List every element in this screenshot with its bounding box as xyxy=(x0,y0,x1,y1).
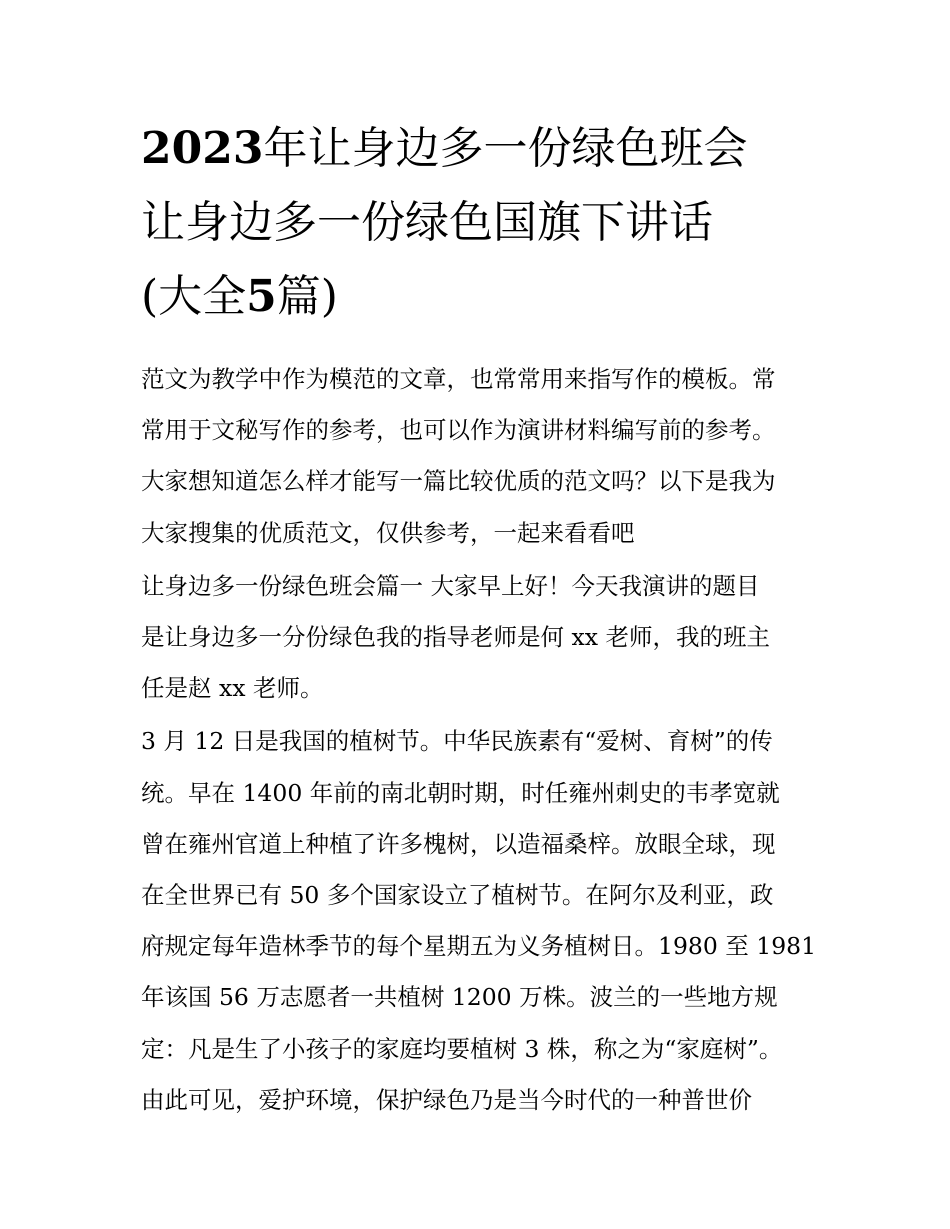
title-suffix: 篇) xyxy=(276,271,338,322)
text-line: 统。早在 1400 年前的南北朝时期，时任雍州刺史的韦孝宽就 xyxy=(141,778,780,807)
text-line: 任是赵 xx 老师。 xyxy=(141,674,324,703)
text-line: 常用于文秘写作的参考，也可以作为演讲材料编写前的参考。 xyxy=(141,416,776,445)
text-line: 范文为教学中作为模范的文章，也常常用来指写作的模板。常 xyxy=(141,365,776,393)
paragraph-arbor-day xyxy=(141,716,821,1126)
title-line xyxy=(141,112,821,186)
document-title xyxy=(141,112,821,334)
document-body xyxy=(141,354,821,1126)
title-count: 5 xyxy=(246,271,277,322)
title-text: 让身边多一份绿色国旗下讲话 xyxy=(141,197,713,248)
text-line: 让身边多一份绿色班会篇一 大家早上好！今天我演讲的题目 xyxy=(141,571,760,600)
document-page xyxy=(141,112,821,1126)
text-line: 府规定每年造林季节的每个星期五为义务植树日。1980 至 1981 xyxy=(141,932,817,961)
text-line: 年该国 56 万志愿者一共植树 1200 万株。波兰的一些地方规 xyxy=(141,983,778,1012)
text-line: 曾在雍州官道上种植了许多槐树，以造福桑梓。放眼全球，现 xyxy=(141,829,776,858)
title-line xyxy=(141,186,821,260)
paragraph-speech-opening xyxy=(141,561,821,715)
text-line: 3 月 12 日是我国的植树节。中华民族素有“爱树、育树”的传 xyxy=(141,727,773,756)
title-prefix: (大全 xyxy=(141,271,247,322)
title-line xyxy=(141,260,821,334)
text-line: 定：凡是生了小孩子的家庭均要植树 3 株，称之为“家庭树”。 xyxy=(141,1034,783,1063)
text-line: 在全世界已有 50 多个国家设立了植树节。在阿尔及利亚，政 xyxy=(141,881,774,910)
text-line: 由此可见，爱护环境，保护绿色乃是当今时代的一种普世价 xyxy=(141,1085,752,1114)
title-text: 年让身边多一份绿色班会 xyxy=(263,123,748,174)
text-line: 大家搜集的优质范文，仅供参考，一起来看看吧 xyxy=(141,518,635,547)
paragraph-intro xyxy=(141,354,821,559)
text-line: 大家想知道怎么样才能写一篇比较优质的范文吗？以下是我为 xyxy=(141,467,776,496)
title-year: 2023 xyxy=(141,123,264,174)
text-line: 是让身边多一分份绿色我的指导老师是何 xx 老师，我的班主 xyxy=(141,623,770,652)
